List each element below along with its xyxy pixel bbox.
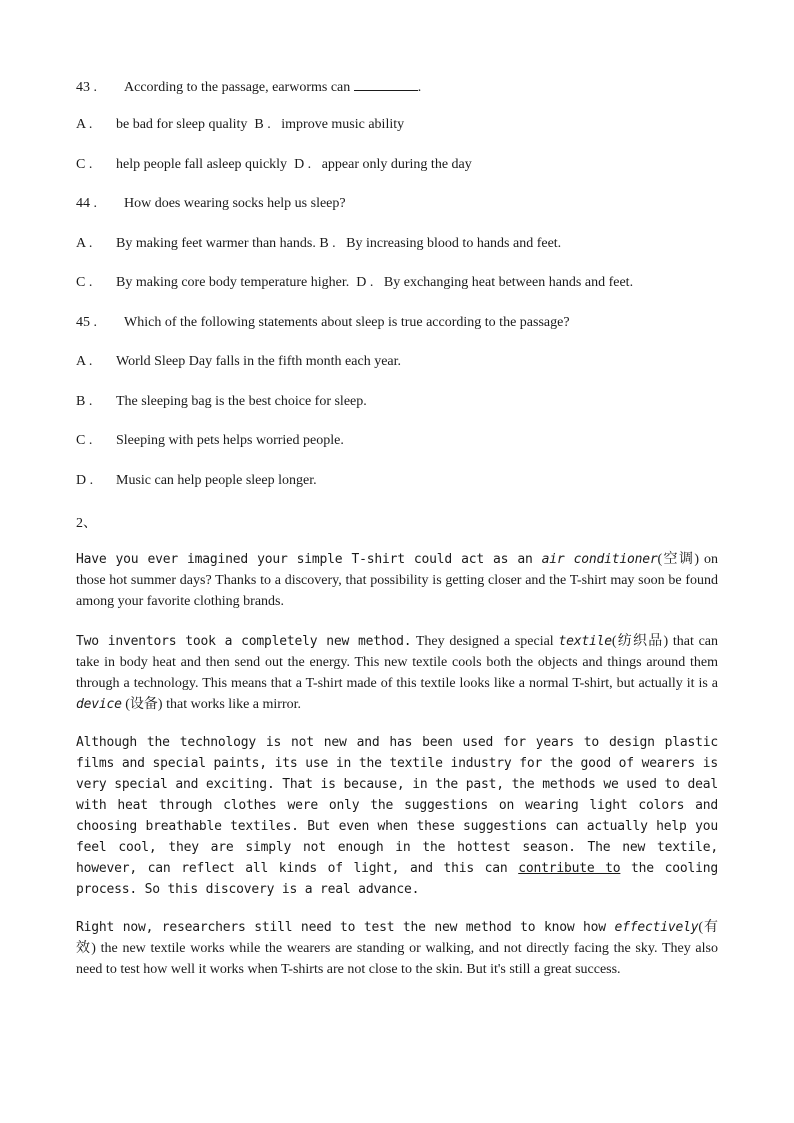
answer-blank (354, 78, 418, 91)
option-label: D . (76, 473, 94, 488)
option-label: B . (76, 394, 93, 409)
underlined-phrase: contribute to (518, 861, 621, 876)
question-number: 44 . (76, 196, 97, 211)
option-text: By increasing blood to hands and feet. (346, 236, 562, 251)
section-number: 2、 (76, 516, 97, 531)
option-45-d (76, 473, 317, 489)
option-label: A . (76, 354, 93, 369)
passage-paragraph-1: Have you ever imagined your simple T-shirt could act as an air conditioner(空调) on those hot summer days? Thanks to a discovery, that possibility is getting closer and the T-shirt may soon be found among your favorite clothing brands. (76, 552, 718, 609)
options-43-ab (76, 117, 404, 133)
passage-paragraph-3: Although the technology is not new and has been used for years to design plastic films and special paints, its use in the textile industry for the good of wearers is very special and exciting. That is because, in the past, the methods we used to deal with heat through clothes were only the suggestions on wearing light colors and choosing breathable textiles. But even when these suggestions can actually help you feel cool, they are simply not enough in the hottest season. The new textile, however, can reflect all kinds of light, and this can contribute to the cooling process. So this discovery is a real advance. (76, 735, 718, 897)
option-text: improve music ability (281, 117, 405, 132)
option-text: appear only during the day (321, 157, 472, 172)
question-stem: According to the passage, earworms can (124, 80, 351, 95)
option-45-b (76, 394, 367, 410)
question-43: 43 . According to the passage, earworms can . (76, 80, 422, 95)
option-label: C . (76, 157, 93, 172)
italic-term: effectively (614, 920, 699, 935)
option-label: A . (76, 236, 93, 251)
question-number: 45 . (76, 315, 97, 330)
option-label: A . (76, 117, 93, 132)
question-stem: Which of the following statements about sleep is true according to the passage? (124, 315, 570, 330)
italic-term: textile (558, 634, 612, 649)
question-45 (76, 315, 570, 331)
option-text: By making feet warmer than hands. (116, 236, 316, 251)
italic-term: device (76, 697, 122, 712)
option-45-c (76, 433, 344, 449)
option-text: Sleeping with pets helps worried people. (116, 433, 344, 448)
passage-paragraph-4: Right now, researchers still need to test the new method to know how effectively(有效) the new textile works while the wearers are standing or walking, and not directly facing the sky. They also need to test how well it works when T-shirts are not close to the skin. But it's still a great success. (76, 920, 718, 977)
passage-paragraph-2: Two inventors took a completely new method. They designed a special textile(纺织品) that can take in body heat and then send out the energy. This new textile cools both the objects and things around them through a technology. This means that a T-shirt made of this textile looks like a normal T-shirt, but actually it is a device (设备) that works like a mirror. (76, 634, 718, 712)
option-label: D . (356, 275, 374, 290)
option-label: B . (254, 117, 271, 132)
option-label: C . (76, 433, 93, 448)
options-44-cd (76, 275, 633, 291)
italic-term: air conditioner (541, 552, 658, 567)
question-stem: How does wearing socks help us sleep? (124, 196, 346, 211)
question-number: 43 . (76, 80, 97, 95)
options-43-cd (76, 157, 472, 173)
option-label: C . (76, 275, 93, 290)
option-text: By making core body temperature higher. (116, 275, 350, 290)
option-label: D . (294, 157, 312, 172)
question-44 (76, 196, 346, 212)
option-label: B . (319, 236, 336, 251)
option-text: The sleeping bag is the best choice for sleep. (116, 394, 367, 409)
option-text: By exchanging heat between hands and feet. (383, 275, 634, 290)
option-text: Music can help people sleep longer. (116, 473, 317, 488)
option-text: help people fall asleep quickly (116, 157, 288, 172)
options-44-ab (76, 236, 561, 252)
option-45-a (76, 354, 401, 370)
option-text: World Sleep Day falls in the fifth month each year. (116, 354, 402, 369)
option-text: be bad for sleep quality (116, 117, 248, 132)
